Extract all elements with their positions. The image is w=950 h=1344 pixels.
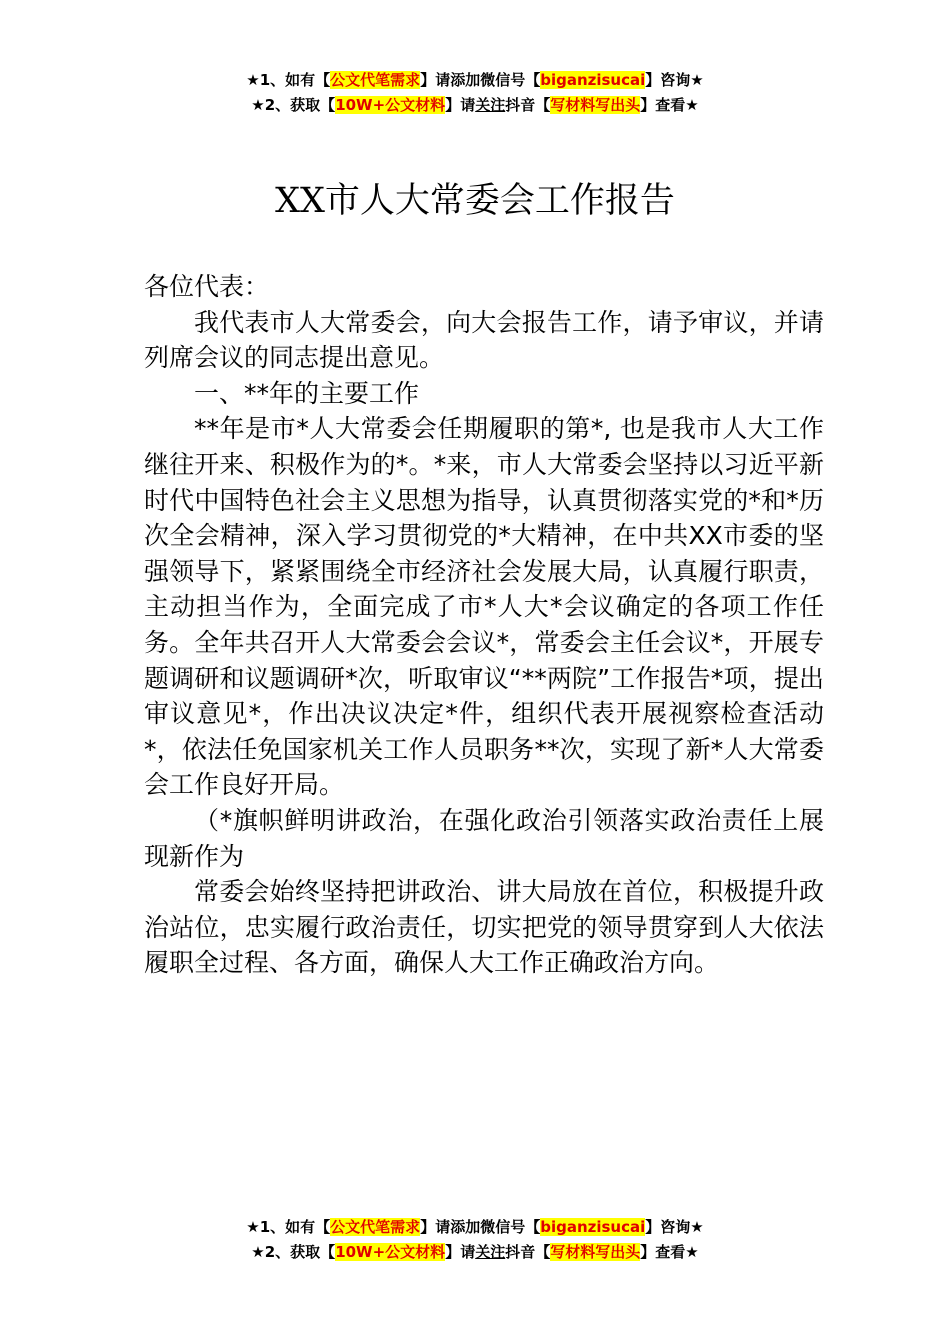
promo-highlight: 公文代笔需求: [330, 1218, 421, 1236]
promo-line-1: ★1、如有【公文代笔需求】请添加微信号【biganzisucai】咨询★: [246, 71, 704, 89]
subsection-heading: （*旗帜鲜明讲政治，在强化政治引领落实政治责任上展现新作为: [144, 805, 824, 871]
promo-line-2: ★2、获取【10W+公文材料】请关注抖音【写材料写出头】查看★: [251, 96, 699, 114]
section-heading: 一、**年的主要工作: [194, 378, 420, 408]
salutation: 各位代表：: [144, 272, 270, 301]
opening-paragraph: 我代表市人大常委会，向大会报告工作，请予审议，并请列席会议的同志提出意见。: [144, 307, 824, 373]
body-paragraph: 常委会始终坚持把讲政治、讲大局放在首位，积极提升政治站位，忠实履行政治责任，切实把党的领导贯穿到人大依法履职全过程、各方面，确保人大工作正确政治方向。: [144, 877, 824, 978]
document-title: XX市人大常委会工作报告: [275, 181, 675, 221]
document-body: [144, 269, 824, 981]
promo-line-1: ★1、如有【公文代笔需求】请添加微信号【biganzisucai】咨询★: [246, 1218, 704, 1236]
wechat-id: biganzisucai: [540, 71, 646, 89]
footer-promo-banner: [0, 1215, 950, 1265]
body-paragraph: **年是市*人大常委会任期履职的第*, 也是我市人大工作继往开来、积极作为的*。*来，市人大常委会坚持以习近平新时代中国特色社会主义思想为指导，认真贯彻落实党的*和*历次全会精神，深入学习贯彻党的*大精神，在中共XX市委的坚强领导下，紧紧围绕全市经济社会发展大局，认真履行职责，主动担当作为，全面完成了市*人大*会议确定的各项工作任务。全年共召开人大常委会会议*，常委会主任会议*，开展专题调研和议题调研*次，听取审议“**两院”工作报告*项，提出审议意见*，作出决议决定*件，组织代表开展视察检查活动*，依法任免国家机关工作人员职务**次，实现了新*人大常委会工作良好开局。: [144, 414, 824, 800]
promo-line-2: ★2、获取【10W+公文材料】请关注抖音【写材料写出头】查看★: [251, 1243, 699, 1261]
douyin-account: 写材料写出头: [550, 96, 641, 114]
douyin-account: 写材料写出头: [550, 1243, 641, 1261]
header-promo-banner: [0, 68, 950, 118]
promo-highlight: 10W+公文材料: [335, 1243, 446, 1261]
wechat-id: biganzisucai: [540, 1218, 646, 1236]
promo-highlight: 公文代笔需求: [330, 71, 421, 89]
promo-highlight: 10W+公文材料: [335, 96, 446, 114]
